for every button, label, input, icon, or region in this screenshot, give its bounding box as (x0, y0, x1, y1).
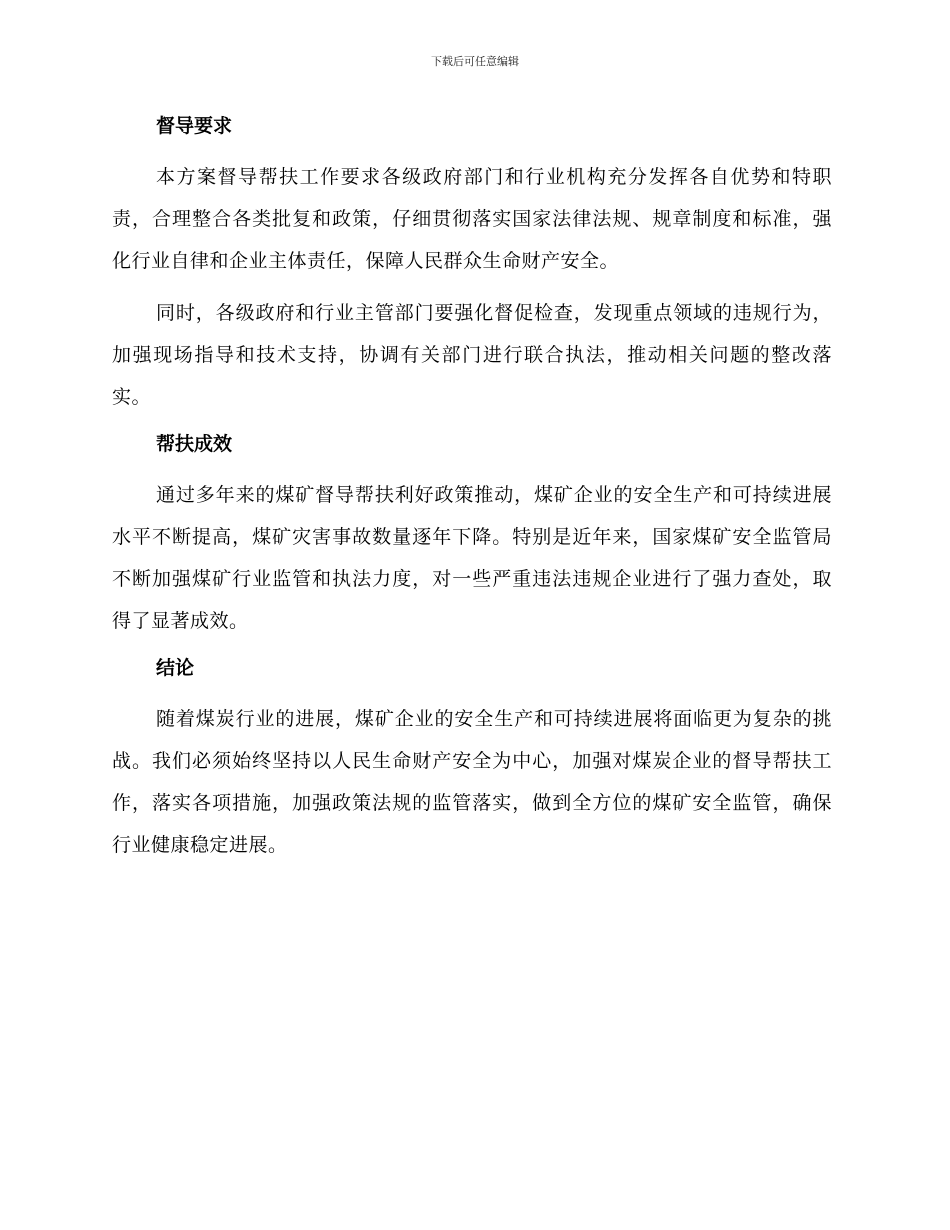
section-assistance-results (112, 428, 832, 642)
paragraph: 随着煤炭行业的进展，煤矿企业的安全生产和可持续进展将面临更为复杂的挑战。我们必须始终坚持以人民生命财产安全为中心，加强对煤炭企业的督导帮扶工作，落实各项措施，加强政策法规的监管落实，做到全方位的煤矿安全监管，确保行业健康稳定进展。 (112, 708, 832, 856)
paragraph: 本方案督导帮扶工作要求各级政府部门和行业机构充分发挥各自优势和特职责，合理整合各类批复和政策，仔细贯彻落实国家法律法规、规章制度和标准，强化行业自律和企业主体责任，保障人民群众生命财产安全。 (112, 166, 832, 272)
section-heading: 督导要求 (156, 115, 233, 137)
paragraph: 通过多年来的煤矿督导帮扶利好政策推动，煤矿企业的安全生产和可持续进展水平不断提高，煤矿灾害事故数量逐年下降。特别是近年来，国家煤矿安全监管局不断加强煤矿行业监管和执法力度，对一些严重违法违规企业进行了强力查处，取得了显著成效。 (112, 484, 832, 632)
section-supervision-requirements (112, 110, 832, 418)
section-heading: 结论 (156, 657, 195, 679)
document-body (112, 110, 832, 876)
section-heading: 帮扶成效 (156, 433, 233, 455)
paragraph: 同时，各级政府和行业主管部门要强化督促检查，发现重点领域的违规行为，加强现场指导和技术支持，协调有关部门进行联合执法，推动相关问题的整改落实。 (112, 302, 832, 408)
section-conclusion (112, 652, 832, 866)
page-header-note: 下载后可任意编辑 (431, 55, 519, 68)
